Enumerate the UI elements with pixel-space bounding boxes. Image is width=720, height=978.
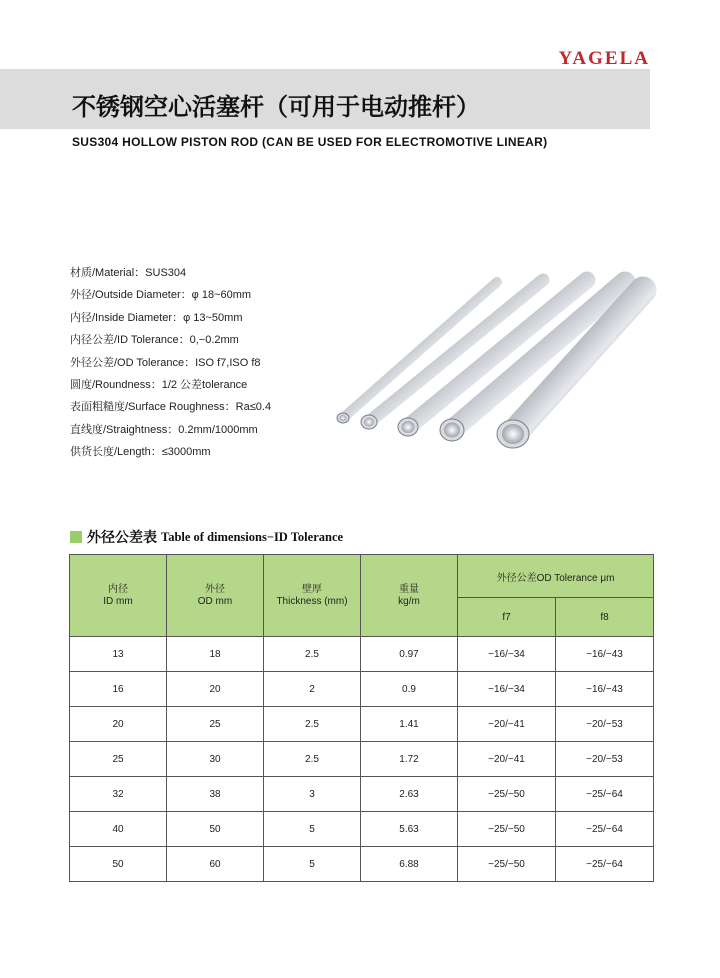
header-thickness-cn: 壁厚: [302, 583, 322, 595]
spec-material: 材质/Material：SUS304: [70, 267, 187, 279]
cell-f7: −25/−50: [458, 777, 556, 812]
header-thickness-en: Thickness (mm): [276, 595, 348, 607]
header-f8: f8: [556, 598, 654, 637]
dimensions-table: [69, 554, 654, 882]
cell-f8: −20/−53: [556, 707, 654, 742]
table-row: [70, 847, 654, 882]
cell-f8: −25/−64: [556, 812, 654, 847]
spec-length: 供货长度/Length：≤3000mm: [70, 446, 211, 459]
spec-inside-diameter: 内径/Inside Diameter：φ 13~50mm: [70, 311, 243, 324]
header-id-en: ID mm: [103, 595, 133, 607]
cell-id: 32: [70, 777, 167, 812]
cell-od: 50: [167, 812, 264, 847]
cell-od: 60: [167, 847, 264, 882]
cell-thickness: 2.5: [264, 742, 361, 777]
header-weight-cn: 重量: [399, 583, 419, 595]
cell-f7: −20/−41: [458, 707, 556, 742]
spec-list: [70, 262, 271, 464]
spec-od-tolerance: 外径公差/OD Tolerance：ISO f7,ISO f8: [70, 356, 261, 369]
cell-id: 25: [70, 742, 167, 777]
header-od-en: OD mm: [197, 595, 233, 607]
table-title-cn: 外径公差表: [87, 530, 157, 546]
page-title-en: SUS304 HOLLOW PISTON ROD (CAN BE USED FOR ELECTROMOTIVE LINEAR): [72, 135, 548, 149]
table-row: [70, 637, 654, 672]
spec-straightness: 直线度/Straightness：0.2mm/1000mm: [70, 423, 258, 436]
cell-f7: −25/−50: [458, 812, 556, 847]
cell-thickness: 5: [264, 847, 361, 882]
spec-outside-diameter: 外径/Outside Diameter：φ 18~60mm: [70, 289, 252, 302]
header-id: [70, 555, 167, 637]
cell-id: 40: [70, 812, 167, 847]
header-od-tolerance: 外径公差OD Tolerance μm: [458, 555, 654, 598]
cell-thickness: 2: [264, 672, 361, 707]
table-section-header: [70, 527, 343, 547]
header-od-cn: 外径: [205, 583, 225, 595]
header-weight-en: kg/m: [398, 595, 420, 607]
cell-od: 38: [167, 777, 264, 812]
cell-od: 20: [167, 672, 264, 707]
cell-id: 20: [70, 707, 167, 742]
cell-f8: −16/−43: [556, 637, 654, 672]
pipe-2: [361, 280, 543, 429]
cell-id: 13: [70, 637, 167, 672]
page-title-cn: 不锈钢空心活塞杆（可用于电动推杆）: [72, 93, 480, 121]
cell-weight: 5.63: [361, 812, 458, 847]
pipes-image: [325, 270, 660, 470]
header-weight: [361, 555, 458, 637]
cell-weight: 0.97: [361, 637, 458, 672]
section-marker-icon: [70, 531, 82, 543]
cell-f8: −16/−43: [556, 672, 654, 707]
spec-id-tolerance: 内径公差/ID Tolerance：0,−0.2mm: [70, 334, 239, 347]
cell-f7: −16/−34: [458, 637, 556, 672]
header-od: [167, 555, 264, 637]
table-row: [70, 777, 654, 812]
table-row: [70, 742, 654, 777]
spec-roundness: 圆度/Roundness：1/2 公差tolerance: [70, 378, 248, 391]
pipe-3: [398, 280, 587, 436]
cell-od: 18: [167, 637, 264, 672]
spec-surface-roughness: 表面粗糙度/Surface Roughness：Ra≤0.4: [70, 401, 272, 414]
cell-od: 25: [167, 707, 264, 742]
cell-f8: −20/−53: [556, 742, 654, 777]
brand-logo: YAGELA: [558, 48, 650, 69]
cell-f7: −16/−34: [458, 672, 556, 707]
cell-weight: 1.41: [361, 707, 458, 742]
table-row: [70, 707, 654, 742]
table-row: [70, 672, 654, 707]
cell-thickness: 2.5: [264, 707, 361, 742]
cell-f8: −25/−64: [556, 847, 654, 882]
cell-id: 50: [70, 847, 167, 882]
cell-thickness: 3: [264, 777, 361, 812]
cell-weight: 2.63: [361, 777, 458, 812]
cell-weight: 1.72: [361, 742, 458, 777]
cell-id: 16: [70, 672, 167, 707]
cell-f7: −25/−50: [458, 847, 556, 882]
cell-thickness: 2.5: [264, 637, 361, 672]
header-id-cn: 内径: [108, 583, 128, 595]
cell-thickness: 5: [264, 812, 361, 847]
header-f7: f7: [458, 598, 556, 637]
cell-weight: 0.9: [361, 672, 458, 707]
cell-od: 30: [167, 742, 264, 777]
table-row: [70, 812, 654, 847]
cell-f8: −25/−64: [556, 777, 654, 812]
header-thickness: [264, 555, 361, 637]
table-title-en: Table of dimensions−ID Tolerance: [161, 529, 344, 544]
cell-f7: −20/−41: [458, 742, 556, 777]
cell-weight: 6.88: [361, 847, 458, 882]
